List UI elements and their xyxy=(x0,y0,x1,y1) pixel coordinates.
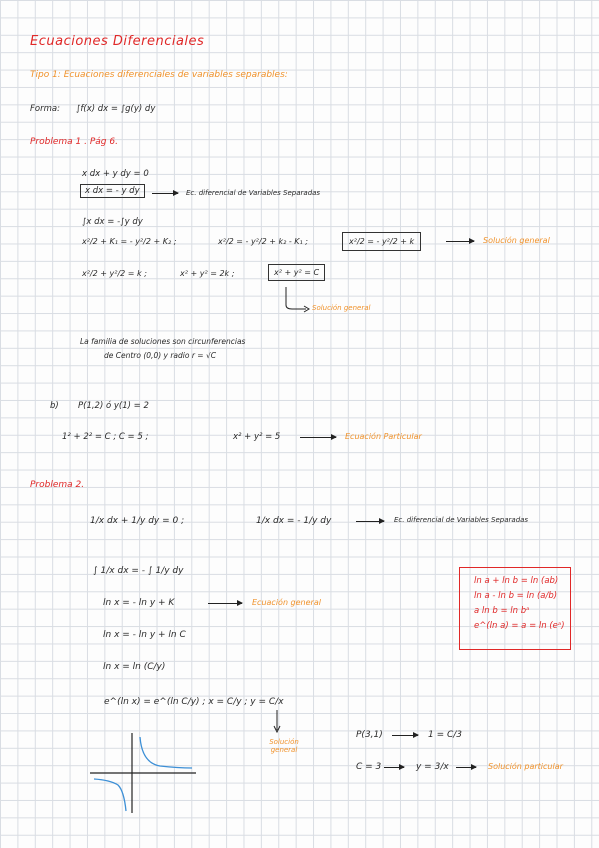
arrow-1 xyxy=(152,193,178,194)
p2-eq3: ln x = - ln y + K xyxy=(103,598,175,608)
p1-family-line2: de Centro (0,0) y radio r = √C xyxy=(104,351,216,360)
arrow-6 xyxy=(392,735,418,736)
type1-heading: Tipo 1: Ecuaciones diferenciales de variables separables: xyxy=(30,70,288,80)
arrow-2 xyxy=(446,241,474,242)
p2-point-result: 1 = C/3 xyxy=(428,730,463,740)
p2-eq4: ln x = - ln y + ln C xyxy=(103,630,186,640)
problem2-heading: Problema 2. xyxy=(30,480,85,490)
p1-eq5c-note: Solución general xyxy=(312,304,371,312)
arrow-5 xyxy=(208,603,242,604)
problem1-heading: Problema 1 . Pág 6. xyxy=(30,137,118,147)
arrow-8 xyxy=(456,767,476,768)
p1-eq2-boxed: x dx = - y dy xyxy=(80,184,145,198)
p1-family-line1: La familia de soluciones son circunferencias xyxy=(80,337,246,346)
p2-eq3-note: Ecuación general xyxy=(252,598,321,607)
arrow-down-curve xyxy=(284,285,314,313)
p1-eq2-note: Ec. diferencial de Variables Separadas xyxy=(186,189,321,197)
p2-eq6-note: Solución general xyxy=(269,738,299,754)
arrow-7 xyxy=(384,767,404,768)
part-b-label: b) xyxy=(50,401,59,411)
p1-eq3: ∫x dx = -∫y dy xyxy=(82,217,143,227)
p1-eq5a: x²/2 + y²/2 = k ; xyxy=(82,269,147,278)
part-b-note: Ecuación Particular xyxy=(345,432,422,441)
p1-eq5b: x² + y² = 2k ; xyxy=(180,269,235,278)
p1-eq4c-note: Solución general xyxy=(483,236,550,245)
hyperbola-sketch xyxy=(90,733,200,815)
part-b-condition: P(1,2) ó y(1) = 2 xyxy=(78,401,149,411)
arrow-down xyxy=(272,710,282,734)
p1-eq4c-boxed: x²/2 = - y²/2 + k xyxy=(342,232,421,251)
log-properties-box xyxy=(459,567,571,650)
log-property: e^(ln a) = a = ln (eᵃ) xyxy=(474,621,565,631)
log-property: ln a - ln b = ln (a/b) xyxy=(474,591,558,601)
p2-eq2: ∫ 1/x dx = - ∫ 1/y dy xyxy=(93,566,184,576)
p2-eq5: ln x = ln (C/y) xyxy=(103,662,166,672)
p1-eq4b: x²/2 = - y²/2 + k₂ - K₁ ; xyxy=(218,237,308,246)
p2-eq1: 1/x dx + 1/y dy = 0 ; xyxy=(90,516,185,526)
page-title: Ecuaciones Diferenciales xyxy=(30,34,205,49)
part-b-eq1: 1² + 2² = C ; C = 5 ; xyxy=(62,432,149,442)
p1-eq1: x dx + y dy = 0 xyxy=(82,169,149,179)
arrow-4 xyxy=(356,521,384,522)
p2-eq1b: 1/x dx = - 1/y dy xyxy=(256,516,332,526)
p2-eq1-note: Ec. diferencial de Variables Separadas xyxy=(394,516,529,524)
arrow-3 xyxy=(300,437,336,438)
p2-final-c: C = 3 xyxy=(356,762,382,772)
log-property: ln a + ln b = ln (ab) xyxy=(474,576,559,586)
part-b-eq2: x² + y² = 5 xyxy=(233,432,281,442)
p2-eq6: e^(ln x) = e^(ln C/y) ; x = C/y ; y = C/x xyxy=(104,697,284,707)
p2-final-note: Solución particular xyxy=(488,762,563,771)
p1-eq4a: x²/2 + K₁ = - y²/2 + K₂ ; xyxy=(82,237,177,246)
log-property: a ln b = ln bᵃ xyxy=(474,606,530,616)
p2-point: P(3,1) xyxy=(356,730,383,740)
forma-equation: ∫f(x) dx = ∫g(y) dy xyxy=(76,104,156,114)
p2-final-eq: y = 3/x xyxy=(416,762,449,772)
forma-label: Forma: xyxy=(30,104,60,114)
p1-eq5c-boxed: x² + y² = C xyxy=(268,264,325,281)
